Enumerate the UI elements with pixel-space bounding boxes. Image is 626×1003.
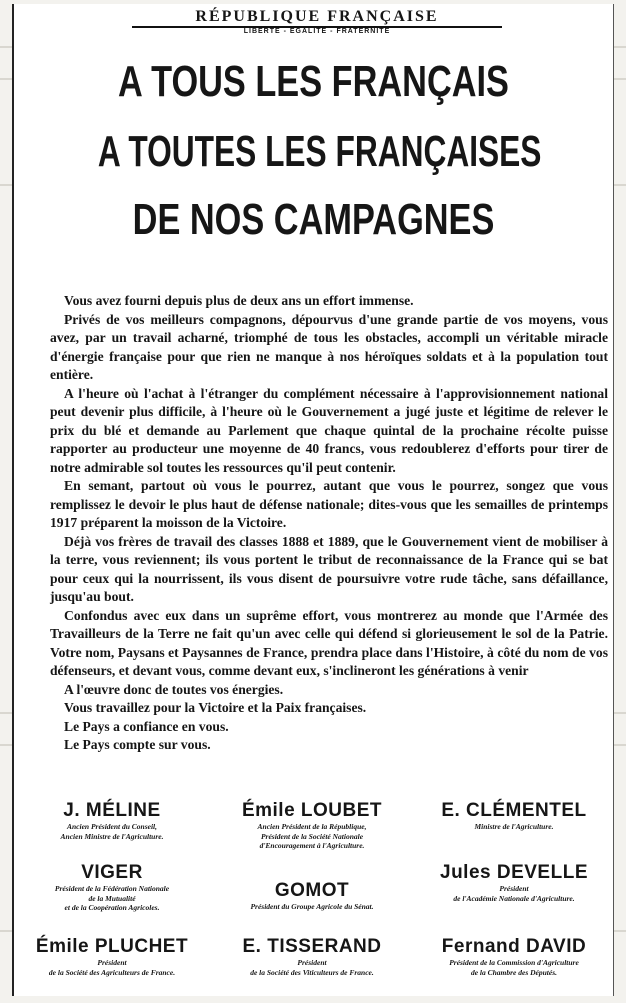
signatory-name: Fernand DAVID	[441, 936, 587, 957]
closing-line: Vous travaillez pour la Victoire et la Paix françaises.	[64, 700, 367, 715]
closing-lines	[50, 681, 608, 755]
paragraph: En semant, partout où vous le pourrez, autant que vous le pourrez, songez que vous remplissez le devoir le plus haut de défense nationale; dites-vous que les semailles de printemps 1917 préparent la moisson de la Victoire.	[50, 478, 608, 530]
motto: LIBERTÉ - ÉGALITÉ - FRATERNITÉ	[243, 28, 391, 35]
signatory-name: Émile PLUCHET	[35, 936, 189, 957]
signatory-title: d'Encouragement à l'Agriculture.	[259, 841, 365, 850]
signatory-title: de la Société des Viticulteurs de France.	[250, 967, 374, 977]
headline-line-2: A TOUTES LES FRANÇAISES	[97, 127, 542, 176]
paragraph: Privés de vos meilleurs compagnons, dépourvus d'une grande partie de vos moyens, vous avez, par un travail acharné, triomphé de tous les obstacles, accompli un véritable miracle d'énergie française pour que rien ne manque à nos héroïques soldats et à la population tout entière.	[50, 311, 608, 382]
signatory-tisserand	[222, 936, 402, 977]
proclamation-body	[50, 292, 608, 755]
signatory-title: de l'Académie Nationale d'Agriculture.	[453, 893, 575, 903]
poster	[12, 4, 614, 996]
republic-title: RÉPUBLIQUE FRANÇAISE	[195, 8, 439, 25]
closing-line: Le Pays a confiance en vous.	[64, 718, 229, 734]
signatory-title: Président de la Fédération Nationale	[54, 884, 170, 893]
paragraph: Déjà vos frères de travail des classes 1888 et 1889, que le Gouvernement vient de mobiliser à la terre, vous reviennent; ils vous portent le tribut de reconnaissance de la France qui se bat pour ceux qui la nourrissent, ils vous disent de poursuivre votre rude tâche, sans défaillance, jusqu'au bout.	[50, 533, 608, 604]
signatory-title: et de la Coopération Agricoles.	[64, 903, 160, 912]
signatory-title: Ministre de l'Agriculture.	[474, 822, 554, 831]
closing-line: Le Pays compte sur vous.	[64, 737, 211, 752]
headline-line-3: DE NOS CAMPAGNES	[132, 195, 495, 244]
paragraph: A l'heure où l'achat à l'étranger du complément nécessaire à l'approvisionnement national peut devenir plus difficile, à l'heure où le Gouvernement a jugé juste et légitime de relever le prix du blé et demande au Parlement que chaque quintal de la prochaine récolte puisse rapporter au producteur une moyenne de 40 francs, vous redoublerez d'efforts pour tirer de notre admirable sol toutes les ressources qu'il peut contenir.	[50, 385, 608, 475]
signatory-name: E. CLÉMENTEL	[441, 800, 587, 821]
signatory-title: de la Mutualité	[88, 893, 136, 903]
signatory-gomot	[222, 880, 402, 912]
masthead	[14, 4, 613, 44]
paragraph: Vous avez fourni depuis plus de deux ans un effort immense.	[64, 293, 414, 308]
signatory-meline	[22, 800, 202, 841]
signatory-viger	[22, 862, 202, 913]
signatory-title: Président	[297, 958, 327, 967]
signatory-title: de la Chambre des Députés.	[470, 967, 558, 977]
signatory-pluchet	[22, 936, 202, 977]
headline-line-1: A TOUS LES FRANÇAIS	[118, 57, 509, 106]
signatory-title: Ancien Ministre de l'Agriculture.	[60, 831, 164, 841]
signatory-title: Président	[97, 958, 127, 967]
signatory-name: GOMOT	[274, 880, 350, 901]
signatory-title: Président du Groupe Agricole du Sénat.	[250, 902, 374, 911]
signatory-title: Président	[499, 884, 529, 893]
signatory-name: Émile LOUBET	[241, 800, 383, 821]
signatory-title: Ancien Président de la République,	[257, 822, 367, 831]
closing-line: A l'œuvre donc de toutes vos énergies.	[64, 681, 284, 697]
signatory-name: E. TISSERAND	[242, 936, 382, 957]
signatory-clementel	[424, 800, 604, 832]
signatory-name: J. MÉLINE	[63, 800, 161, 821]
paragraph: Confondus avec eux dans un suprême effort, vous montrerez au monde que l'Armée des Travailleurs de la Terre ne fait qu'un avec celle qui défend si glorieusement le sol de la Patrie. Votre nom, Paysans et Paysannes de France, prendra place dans l'Histoire, à côté du nom de vos défenseurs, et devant vous, comme devant eux, s'inclineront les générations à venir	[50, 607, 608, 678]
signatory-name: VIGER	[81, 862, 143, 883]
signatory-name: Jules DEVELLE	[440, 862, 588, 883]
signatory-title: de la Société des Agriculteurs de France.	[48, 967, 176, 977]
signatory-title: Président de la Commission d'Agriculture	[449, 958, 579, 967]
signatory-david	[424, 936, 604, 977]
signatory-title: Ancien Président du Conseil,	[66, 822, 157, 831]
signatory-title: Président de la Société Nationale	[260, 831, 364, 841]
signatory-develle	[424, 862, 604, 903]
signatory-loubet	[222, 800, 402, 851]
